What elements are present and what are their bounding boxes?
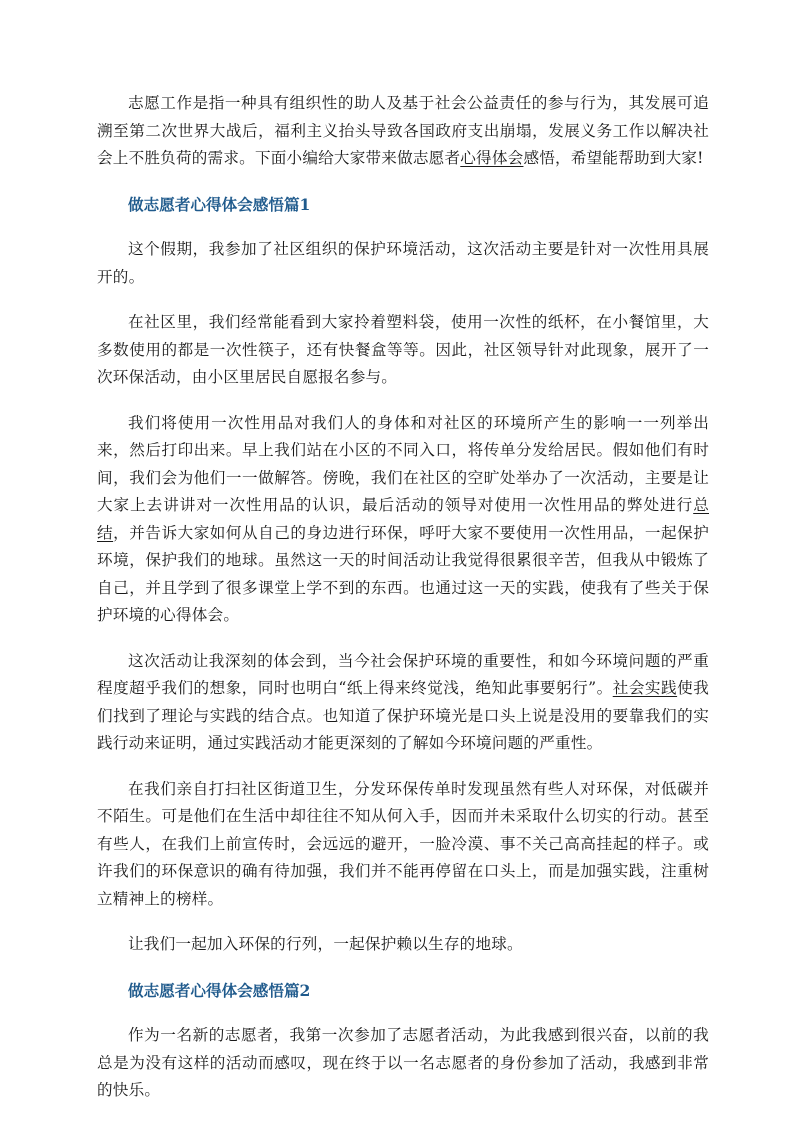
link-zongjie[interactable]: 总结 <box>97 496 709 542</box>
document-body <box>97 90 709 1123</box>
intro-link-xindetihui[interactable]: 心得体会 <box>460 149 524 167</box>
section-1-p3-text-after: ，并告诉大家如何从自己的身边进行环保，呼吁大家不要使用一次性用品，一起保护环境，保护我们的地球。虽然这一天的时间活动让我觉得很累很辛苦，但我从中锻炼了自己，并且学到了很多课堂上学不到的东西。也通过这一天的实践，使我有了些关于保护环境的心得体会。 <box>97 523 710 624</box>
section-1-p4-text-after: 使我们找到了理论与实践的结合点。也知道了保护环境光是口头上说是没用的要靠我们的实践行动来证明，通过实践活动才能更深刻的了解如今环境问题的严重性。 <box>97 679 709 752</box>
section-2-paragraph-1: 作为一名新的志愿者，我第一次参加了志愿者活动，为此我感到很兴奋，以前的我总是为没有这样的活动而感叹，现在终于以一名志愿者的身份参加了活动，我感到非常的快乐。 <box>97 1026 709 1099</box>
section-1-p4-text-before: 这次活动让我深刻的体会到，当今社会保护环境的重要性，和如今环境问题的严重程度超乎我们的想象，同时也明白“纸上得来终觉浅，绝知此事要躬行”。 <box>97 651 709 697</box>
link-shehuishijian[interactable]: 社会实践 <box>612 679 678 697</box>
section-1-paragraph-6: 让我们一起加入环保的行列，一起保护赖以生存的地球。 <box>128 935 523 953</box>
section-1-paragraph-4 <box>97 648 709 758</box>
intro-paragraph <box>97 90 709 173</box>
intro-text-after: 感悟，希望能帮助到大家! <box>523 149 704 167</box>
section-1-heading: 做志愿者心得体会感悟篇1 <box>128 194 311 214</box>
intro-text-before: 志愿工作是指一种具有组织性的助人及基于社会公益责任的参与行为，其发展可追溯至第二次世界大战后，福利主义抬头导致各国政府支出崩塌，发展义务工作以解决社会上不胜负荷的需求。下面小编给大家带来做志愿者 <box>97 94 709 167</box>
section-1-paragraph-3 <box>97 410 709 630</box>
section-2-heading: 做志愿者心得体会感悟篇2 <box>128 980 311 1000</box>
section-1-paragraph-1: 这个假期，我参加了社区组织的保护环境活动，这次活动主要是针对一次性用具展开的。 <box>97 240 709 286</box>
section-1-p3-text-before: 我们将使用一次性用品对我们人的身体和对社区的环境所产生的影响一一列举出来，然后打印出来。早上我们站在小区的不同入口，将传单分发给居民。假如他们有时间，我们会为他们一一做解答。傍晚，我们在社区的空旷处举办了一次活动，主要是让大家上去讲讲对一次性用品的认识，最后活动的领导对使用一次性用品的弊处进行 <box>97 413 709 514</box>
section-1-paragraph-5: 在我们亲自打扫社区街道卫生，分发环保传单时发现虽然有些人对环保，对低碳并不陌生。可是他们在生活中却往往不知从何入手，因而并未采取什么切实的行动。甚至有些人，在我们上前宣传时，会远远的避开，一脸冷漠、事不关己高高挂起的样子。或许我们的环保意识的确有待加强，我们并不能再停留在口头上，而是加强实践，注重树立精神上的榜样。 <box>97 779 709 908</box>
section-1-paragraph-2: 在社区里，我们经常能看到大家拎着塑料袋，使用一次性的纸杯，在小餐馆里，大多数使用的都是一次性筷子，还有快餐盒等等。因此，社区领导针对此现象，展开了一次环保活动，由小区里居民自愿报名参与。 <box>97 313 709 386</box>
